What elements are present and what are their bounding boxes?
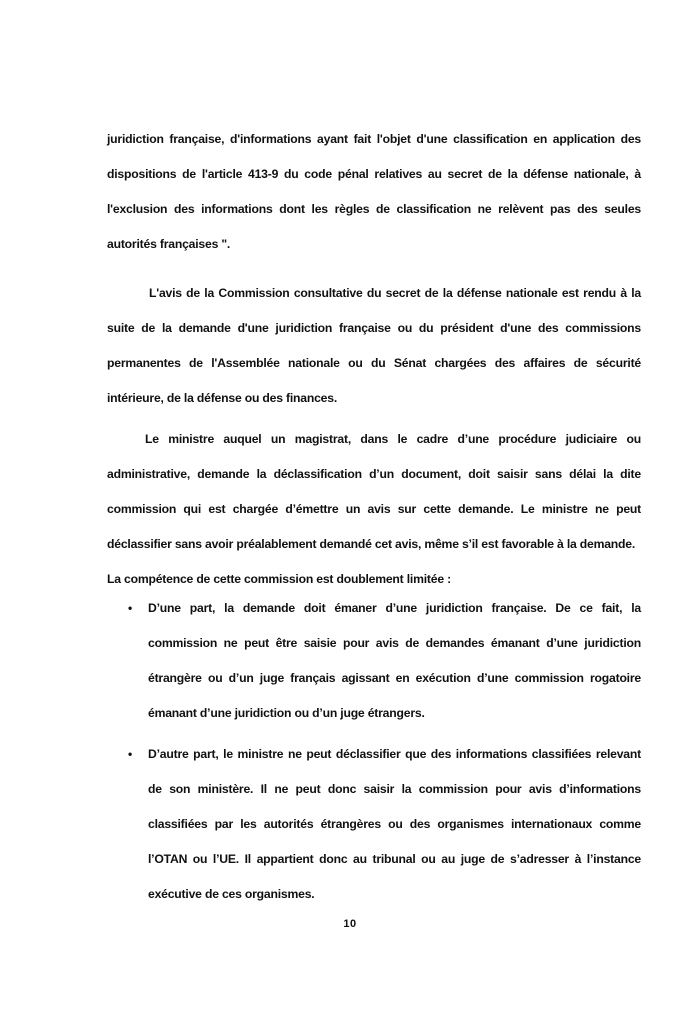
paragraph-text: juridiction française, d'informations ayant fait l'objet d'une classification en application des dispositions de l'article 413-9 du code pénal relatives au secret de la défense nationale, à l'exclusion des informations dont les règles de classification ne relèvent pas des seules autorités françaises ". xyxy=(107,132,641,251)
page-number: 10 xyxy=(343,918,357,930)
bullet-text: D’autre part, le ministre ne peut déclassifier que des informations classifiées relevant de son ministère. Il ne peut donc saisir la commission pour avis d’informations classifiées par les autorités étrangères ou des organismes internationaux comme l’OTAN ou l’UE. Il appartient donc au tribunal ou au juge de s’adresser à l’instance exécutive de ces organismes. xyxy=(148,747,641,901)
paragraph-continuation xyxy=(107,122,641,262)
paragraph-text: Le ministre auquel un magistrat, dans le cadre d’une procédure judiciaire ou administrative, demande la déclassification d’un document, doit saisir sans délai la dite commission qui est chargée d’émettre un avis sur cette demande. Le ministre ne peut déclassifier sans avoir préalablement demandé cet avis, même s’il est favorable à la demande. xyxy=(107,432,641,551)
paragraph-commission-opinion xyxy=(107,276,641,416)
bullet-icon: • xyxy=(128,747,133,761)
bullet-item-first xyxy=(128,591,641,731)
paragraph-minister-request xyxy=(107,422,641,562)
bullet-text: D’une part, la demande doit émaner d’une juridiction française. De ce fait, la commission ne peut être saisie pour avis de demandes émanant d’une juridiction étrangère ou d’un juge français agissant en exécution d’une commission rogatoire émanant d’une juridiction ou d’un juge étrangers. xyxy=(148,601,641,720)
bullet-icon: • xyxy=(128,601,133,615)
bullet-item-second xyxy=(128,737,641,912)
paragraph-text: L'avis de la Commission consultative du secret de la défense nationale est rendu à la suite de la demande d'une juridiction française ou du président d'une des commissions permanentes de l'Assemblée nationale ou du Sénat chargées des affaires de sécurité intérieure, de la défense ou des finances. xyxy=(107,286,641,405)
paragraph-competence-intro: La compétence de cette commission est doublement limitée : xyxy=(107,572,451,586)
